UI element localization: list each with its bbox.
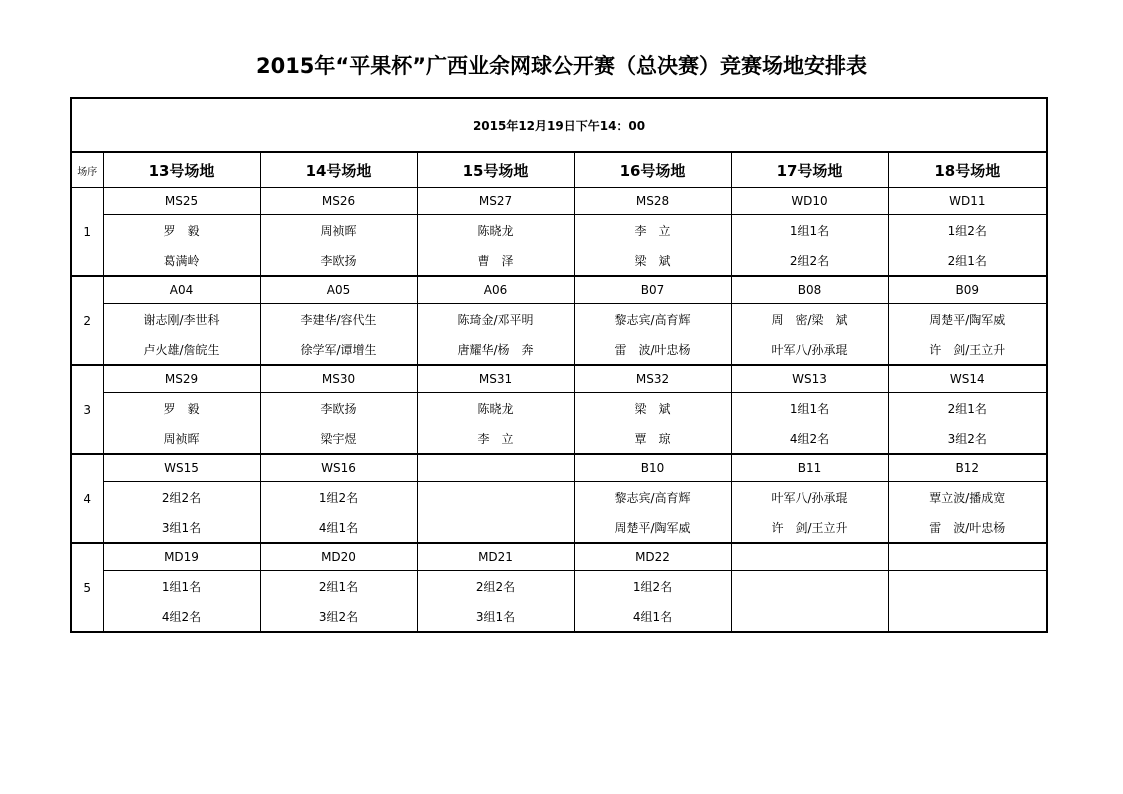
player-line-1: 周 密/梁 斌 bbox=[731, 304, 888, 335]
player-line-1: 陈琦金/邓平明 bbox=[417, 304, 574, 335]
player-line-2: 叶军八/孙承琨 bbox=[731, 334, 888, 365]
match-code: WS13 bbox=[731, 365, 888, 393]
match-code bbox=[731, 543, 888, 571]
player-line-1 bbox=[731, 571, 888, 602]
round-seq-number: 1 bbox=[71, 188, 103, 277]
court-header-row bbox=[71, 152, 1047, 188]
player-line-1: 周祯晖 bbox=[260, 215, 417, 246]
match-code: WS14 bbox=[888, 365, 1047, 393]
round-4-code-row bbox=[71, 454, 1047, 482]
player-line-2: 许 剑/王立升 bbox=[888, 334, 1047, 365]
player-line-1: 周楚平/陶军威 bbox=[888, 304, 1047, 335]
match-code: MS25 bbox=[103, 188, 260, 215]
match-code: B09 bbox=[888, 276, 1047, 304]
player-line-1: 1组1名 bbox=[731, 393, 888, 424]
match-code bbox=[417, 454, 574, 482]
round-seq-number: 2 bbox=[71, 276, 103, 365]
round-seq-number: 3 bbox=[71, 365, 103, 454]
player-line-1: 2组1名 bbox=[888, 393, 1047, 424]
player-line-2: 覃 琼 bbox=[574, 423, 731, 454]
player-line-1: 覃立波/播成宽 bbox=[888, 482, 1047, 513]
round-2-code-row bbox=[71, 276, 1047, 304]
player-line-2: 3组2名 bbox=[260, 601, 417, 632]
player-line-2: 2组2名 bbox=[731, 245, 888, 276]
player-line-2: 许 剑/王立升 bbox=[731, 512, 888, 543]
player-line-1: 梁 斌 bbox=[574, 393, 731, 424]
player-line-1: 1组2名 bbox=[888, 215, 1047, 246]
player-line-1: 2组2名 bbox=[417, 571, 574, 602]
player-line-2: 唐耀华/杨 奔 bbox=[417, 334, 574, 365]
player-line-2: 4组2名 bbox=[731, 423, 888, 454]
match-code: A04 bbox=[103, 276, 260, 304]
player-line-1: 谢志刚/李世科 bbox=[103, 304, 260, 335]
player-line-1: 2组2名 bbox=[103, 482, 260, 513]
match-code bbox=[888, 543, 1047, 571]
match-code: B12 bbox=[888, 454, 1047, 482]
round-2-p1-row bbox=[71, 304, 1047, 335]
match-code: WS16 bbox=[260, 454, 417, 482]
player-line-1: 1组2名 bbox=[574, 571, 731, 602]
match-code: B10 bbox=[574, 454, 731, 482]
match-code: A05 bbox=[260, 276, 417, 304]
player-line-1: 陈晓龙 bbox=[417, 393, 574, 424]
match-code: MD20 bbox=[260, 543, 417, 571]
court-header: 17号场地 bbox=[731, 152, 888, 188]
player-line-2: 2组1名 bbox=[888, 245, 1047, 276]
match-code: MS28 bbox=[574, 188, 731, 215]
player-line-2: 周祯晖 bbox=[103, 423, 260, 454]
player-line-1: 陈晓龙 bbox=[417, 215, 574, 246]
round-1-p2-row bbox=[71, 245, 1047, 276]
round-5-code-row bbox=[71, 543, 1047, 571]
player-line-2: 3组1名 bbox=[103, 512, 260, 543]
player-line-2: 4组1名 bbox=[260, 512, 417, 543]
round-1-code-row bbox=[71, 188, 1047, 215]
player-line-2 bbox=[888, 601, 1047, 632]
match-code: MS30 bbox=[260, 365, 417, 393]
round-1-p1-row bbox=[71, 215, 1047, 246]
player-line-2: 4组2名 bbox=[103, 601, 260, 632]
session-time: 2015年12月19日下午14：00 bbox=[71, 98, 1047, 152]
match-code: B07 bbox=[574, 276, 731, 304]
match-code: MD21 bbox=[417, 543, 574, 571]
player-line-1: 1组1名 bbox=[731, 215, 888, 246]
player-line-2: 徐学军/谭增生 bbox=[260, 334, 417, 365]
player-line-2 bbox=[417, 512, 574, 543]
court-header: 18号场地 bbox=[888, 152, 1047, 188]
player-line-1: 2组1名 bbox=[260, 571, 417, 602]
round-5-p1-row bbox=[71, 571, 1047, 602]
player-line-2: 雷 波/叶忠杨 bbox=[888, 512, 1047, 543]
player-line-2: 葛满岭 bbox=[103, 245, 260, 276]
player-line-1: 李欧扬 bbox=[260, 393, 417, 424]
court-header: 14号场地 bbox=[260, 152, 417, 188]
match-code: A06 bbox=[417, 276, 574, 304]
player-line-1: 叶军八/孙承琨 bbox=[731, 482, 888, 513]
round-5-p2-row bbox=[71, 601, 1047, 632]
match-code: B08 bbox=[731, 276, 888, 304]
player-line-2: 李 立 bbox=[417, 423, 574, 454]
round-seq-number: 4 bbox=[71, 454, 103, 543]
round-3-p1-row bbox=[71, 393, 1047, 424]
round-3-code-row bbox=[71, 365, 1047, 393]
player-line-2: 李欧扬 bbox=[260, 245, 417, 276]
player-line-2: 3组1名 bbox=[417, 601, 574, 632]
round-seq-number: 5 bbox=[71, 543, 103, 632]
player-line-2: 雷 波/叶忠杨 bbox=[574, 334, 731, 365]
player-line-2: 4组1名 bbox=[574, 601, 731, 632]
player-line-2: 卢火雄/詹皖生 bbox=[103, 334, 260, 365]
player-line-1: 黎志宾/高育辉 bbox=[574, 304, 731, 335]
match-code: B11 bbox=[731, 454, 888, 482]
player-line-2 bbox=[731, 601, 888, 632]
player-line-1: 罗 毅 bbox=[103, 215, 260, 246]
player-line-1: 黎志宾/高育辉 bbox=[574, 482, 731, 513]
match-code: MS29 bbox=[103, 365, 260, 393]
round-3-p2-row bbox=[71, 423, 1047, 454]
player-line-1: 李 立 bbox=[574, 215, 731, 246]
player-line-2: 梁 斌 bbox=[574, 245, 731, 276]
match-code: MS27 bbox=[417, 188, 574, 215]
match-code: WD11 bbox=[888, 188, 1047, 215]
match-code: WD10 bbox=[731, 188, 888, 215]
court-schedule-table bbox=[70, 97, 1048, 633]
player-line-1 bbox=[417, 482, 574, 513]
round-2-p2-row bbox=[71, 334, 1047, 365]
match-code: MS26 bbox=[260, 188, 417, 215]
player-line-1: 1组2名 bbox=[260, 482, 417, 513]
match-code: WS15 bbox=[103, 454, 260, 482]
court-header: 16号场地 bbox=[574, 152, 731, 188]
document-title: 2015年“平果杯”广西业余网球公开赛（总决赛）竞赛场地安排表 bbox=[255, 54, 868, 78]
player-line-1: 李建华/容代生 bbox=[260, 304, 417, 335]
player-line-2: 周楚平/陶军威 bbox=[574, 512, 731, 543]
seq-column-header: 场序 bbox=[71, 152, 103, 188]
match-code: MS32 bbox=[574, 365, 731, 393]
player-line-1: 罗 毅 bbox=[103, 393, 260, 424]
court-header: 13号场地 bbox=[103, 152, 260, 188]
round-4-p1-row bbox=[71, 482, 1047, 513]
match-code: MD19 bbox=[103, 543, 260, 571]
round-4-p2-row bbox=[71, 512, 1047, 543]
player-line-2: 3组2名 bbox=[888, 423, 1047, 454]
match-code: MD22 bbox=[574, 543, 731, 571]
player-line-2: 梁宇煜 bbox=[260, 423, 417, 454]
player-line-2: 曹 泽 bbox=[417, 245, 574, 276]
court-header: 15号场地 bbox=[417, 152, 574, 188]
player-line-1 bbox=[888, 571, 1047, 602]
match-code: MS31 bbox=[417, 365, 574, 393]
player-line-1: 1组1名 bbox=[103, 571, 260, 602]
